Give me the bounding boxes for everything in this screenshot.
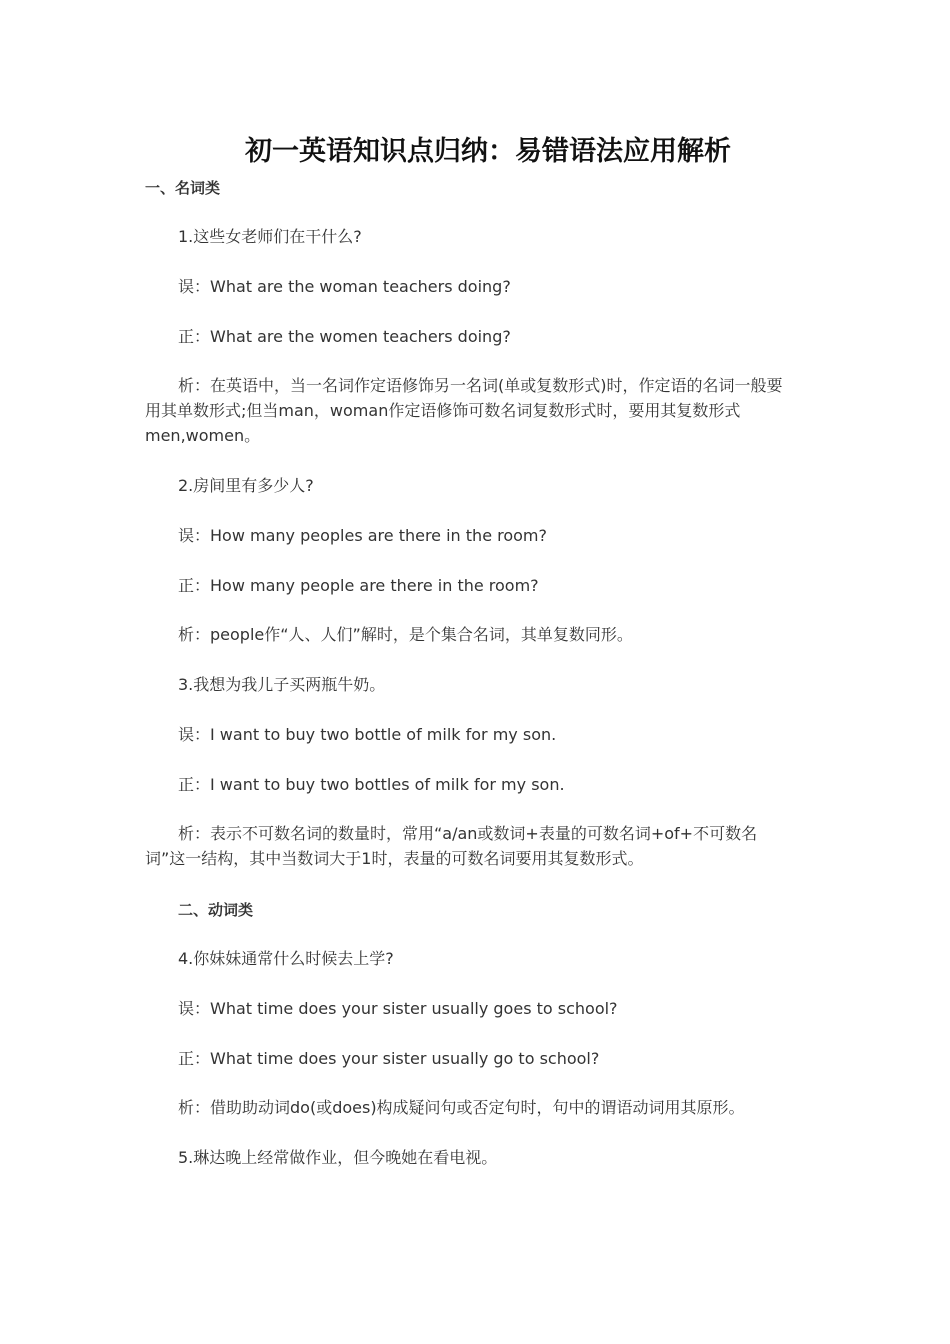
question-2: 2.房间里有多少人? — [178, 476, 314, 495]
question-1: 1.这些女老师们在干什么? — [178, 227, 362, 246]
document-title: 初一英语知识点归纳：易错语法应用解析 — [245, 136, 731, 167]
wrong-3: 误：I want to buy two bottle of milk for my son. — [178, 725, 557, 744]
question-4: 4.你妹妹通常什么时候去上学? — [178, 949, 394, 968]
section-heading-nouns: 一、名词类 — [145, 179, 221, 197]
right-3: 正：I want to buy two bottles of milk for my son. — [178, 775, 565, 794]
analysis-3: 析：表示不可数名词的数量时，常用“a/an或数词+表量的可数名词+of+不可数名词”这一结构，其中当数词大于1时，表量的可数名词要用其复数形式。 — [145, 824, 758, 868]
question-5: 5.琳达晚上经常做作业，但今晚她在看电视。 — [178, 1148, 498, 1167]
wrong-4: 误：What time does your sister usually goes to school? — [178, 999, 618, 1018]
analysis-2: 析：people作“人、人们”解时，是个集合名词，其单复数同形。 — [178, 625, 633, 644]
right-4: 正：What time does your sister usually go to school? — [178, 1049, 600, 1068]
analysis-4: 析：借助助动词do(或does)构成疑问句或否定句时，句中的谓语动词用其原形。 — [178, 1098, 745, 1117]
analysis-1: 析：在英语中，当一名词作定语修饰另一名词(单或复数形式)时，作定语的名词一般要用其单数形式;但当man，woman作定语修饰可数名词复数形式时，要用其复数形式men,women。 — [145, 376, 783, 445]
wrong-2: 误：How many peoples are there in the room? — [178, 526, 548, 545]
section-heading-verbs: 二、动词类 — [178, 901, 254, 919]
right-2: 正：How many people are there in the room? — [178, 576, 539, 595]
right-1: 正：What are the women teachers doing? — [178, 327, 511, 346]
question-3: 3.我想为我儿子买两瓶牛奶。 — [178, 675, 386, 694]
wrong-1: 误：What are the woman teachers doing? — [178, 277, 511, 296]
